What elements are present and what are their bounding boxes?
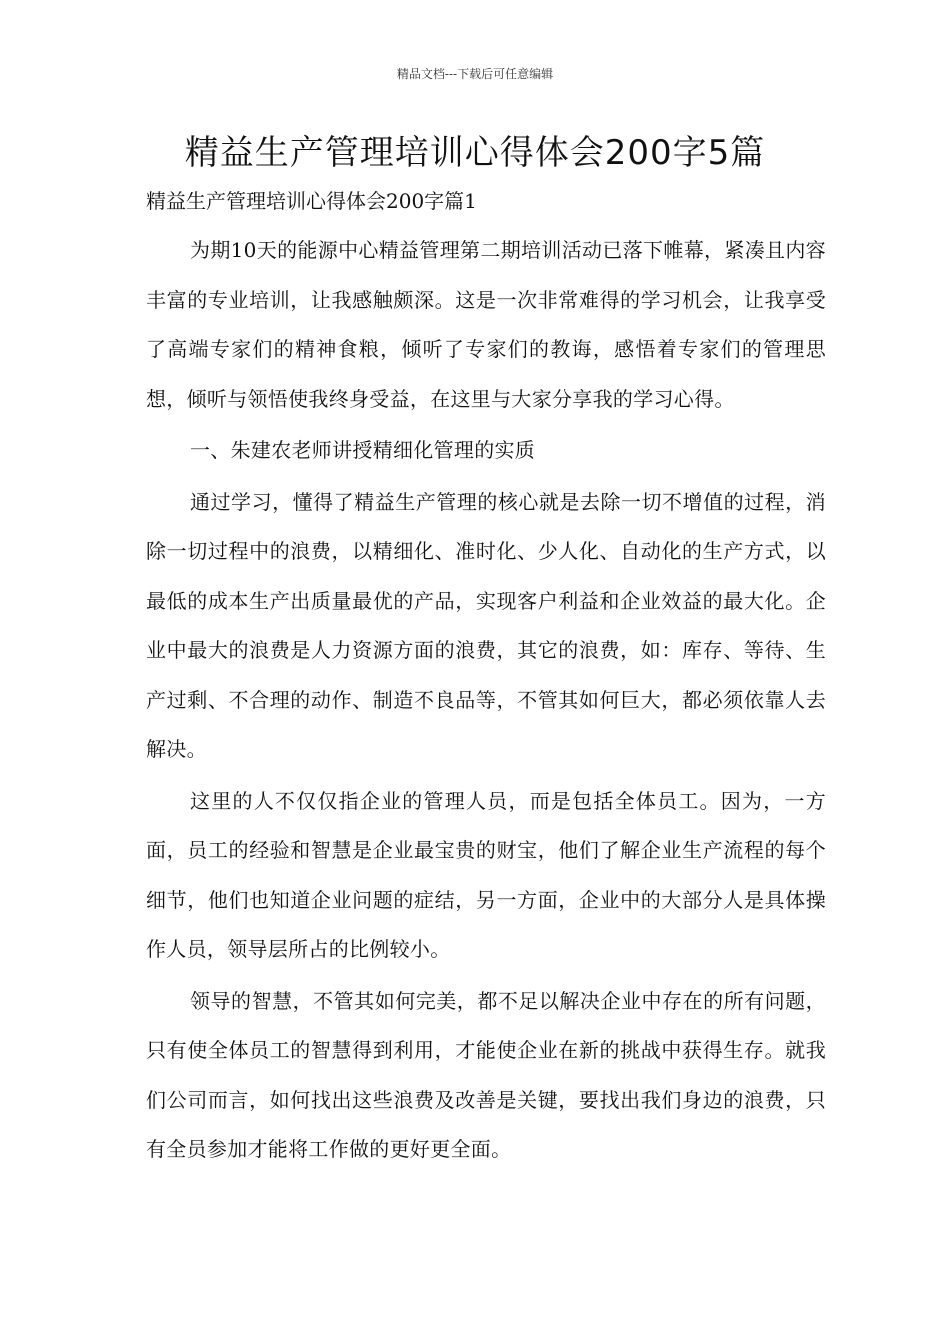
document-body — [146, 226, 826, 1177]
header-note: 精品文档---下载后可任意编辑 — [396, 67, 554, 81]
paragraph-1: 为期10天的能源中心精益管理第二期培训活动已落下帷幕，紧凑且内容丰富的专业培训，让我感触颇深。这是一次非常难得的学习机会，让我享受了高端专家们的精神食粮，倾听了专家们的教诲，感悟着专家们的管理思想，倾听与领悟使我终身受益，在这里与大家分享我的学习心得。 — [146, 238, 826, 411]
paragraph-5: 领导的智慧，不管其如何完美，都不足以解决企业中存在的所有问题，只有使全体员工的智慧得到利用，才能使企业在新的挑战中获得生存。就我们公司而言，如何找出这些浪费及改善是关键，要找出我们身边的浪费，只有全员参加才能将工作做的更好更全面。 — [146, 988, 826, 1161]
paragraph-4: 这里的人不仅仅指企业的管理人员，而是包括全体员工。因为，一方面，员工的经验和智慧是企业最宝贵的财宝，他们了解企业生产流程的每个细节，他们也知道企业问题的症结，另一方面，企业中的大部分人是具体操作人员，领导层所占的比例较小。 — [146, 788, 826, 961]
paragraph-2-heading: 一、朱建农老师讲授精细化管理的实质 — [190, 438, 536, 462]
paragraph-3: 通过学习，懂得了精益生产管理的核心就是去除一切不增值的过程，消除一切过程中的浪费，以精细化、准时化、少人化、自动化的生产方式，以最低的成本生产出质量最优的产品，实现客户利益和企业效益的最大化。企业中最大的浪费是人力资源方面的浪费，其它的浪费，如：库存、等待、生产过剩、不合理的动作、制造不良品等，不管其如何巨大，都必须依靠人去解决。 — [146, 489, 826, 761]
section-subtitle: 精益生产管理培训心得体会200字篇1 — [146, 189, 477, 213]
document-title: 精益生产管理培训心得体会200字5篇 — [184, 133, 766, 173]
